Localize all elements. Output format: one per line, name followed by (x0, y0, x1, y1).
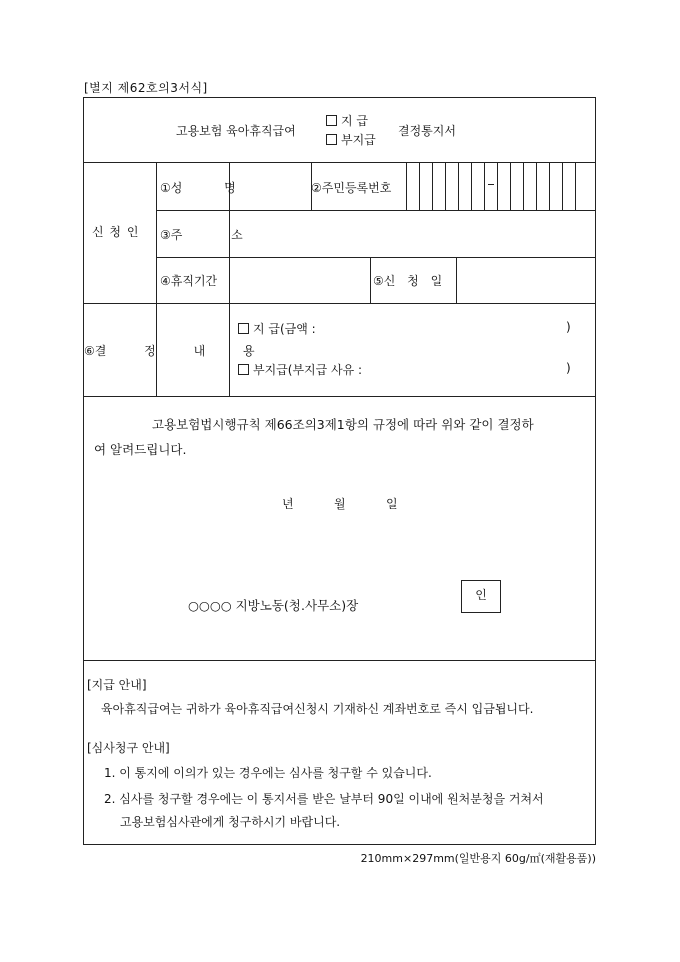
review-guide-title: [심사청구 안내] (87, 741, 170, 755)
seal-box: 인 (461, 580, 501, 613)
pay-checkbox[interactable] (326, 115, 337, 126)
title-option-nonpay: 부지급 (326, 131, 376, 148)
applicant-section-label: 신 청 인 (92, 225, 140, 239)
date-day: 일 (386, 497, 398, 511)
paper-spec-footer: 210mm×297mm(일반용지 60g/㎡(재활용품)) (360, 852, 596, 865)
notice-form (83, 97, 596, 845)
notice-text-line1: 고용보험법시행규칙 제66조의3제1항의 규정에 따라 위와 같이 결정하 (152, 417, 534, 432)
date-year: 년 (282, 497, 294, 511)
decision-pay-close: ) (566, 320, 571, 334)
issuer-name: ○○○○ 지방노동(청․사무소)장 (188, 598, 359, 613)
name-label: ①성 명 (160, 181, 236, 195)
payment-guide-title: [지급 안내] (87, 678, 147, 692)
review-guide-item1: 1. 이 통지에 이의가 있는 경우에는 심사를 청구할 수 있습니다. (104, 766, 432, 780)
review-guide-item2b: 고용보험심사관에게 청구하시기 바랍니다. (120, 815, 341, 829)
decision-nonpay-checkbox[interactable] (238, 364, 249, 375)
title-prefix: 고용보험 육아휴직급여 (176, 124, 296, 138)
review-guide-item2a: 2. 심사를 청구할 경우에는 이 통지서를 받은 날부터 90일 이내에 원처분청을 거쳐서 (104, 792, 544, 806)
date-month: 월 (334, 497, 346, 511)
decision-pay-checkbox[interactable] (238, 323, 249, 334)
notice-text-line2: 여 알려드립니다. (94, 442, 187, 457)
decision-nonpay-close: ) (566, 361, 571, 375)
title-option-pay: 지 급 (326, 112, 368, 129)
nonpay-checkbox[interactable] (326, 134, 337, 145)
form-number-label: [별지 제62호의3서식] (84, 81, 208, 95)
id-number-label: ②주민등록번호 (311, 181, 392, 195)
address-label: ③주 소 (160, 228, 243, 242)
decision-nonpay-line: 부지급(부지급 사유 : (238, 361, 362, 378)
decision-pay-line: 지 급(금액 : (238, 320, 316, 337)
leave-period-label: ④휴직기간 (160, 274, 218, 288)
payment-guide-text: 육아휴직급여는 귀하가 육아휴직급여신청시 기재하신 계좌번호로 즉시 입금됩니다. (101, 702, 534, 716)
title-suffix: 결정통지서 (398, 124, 456, 138)
decision-label: ⑥결 정 내 용 (84, 344, 255, 358)
apply-date-label: ⑤신 청 일 (373, 274, 443, 288)
